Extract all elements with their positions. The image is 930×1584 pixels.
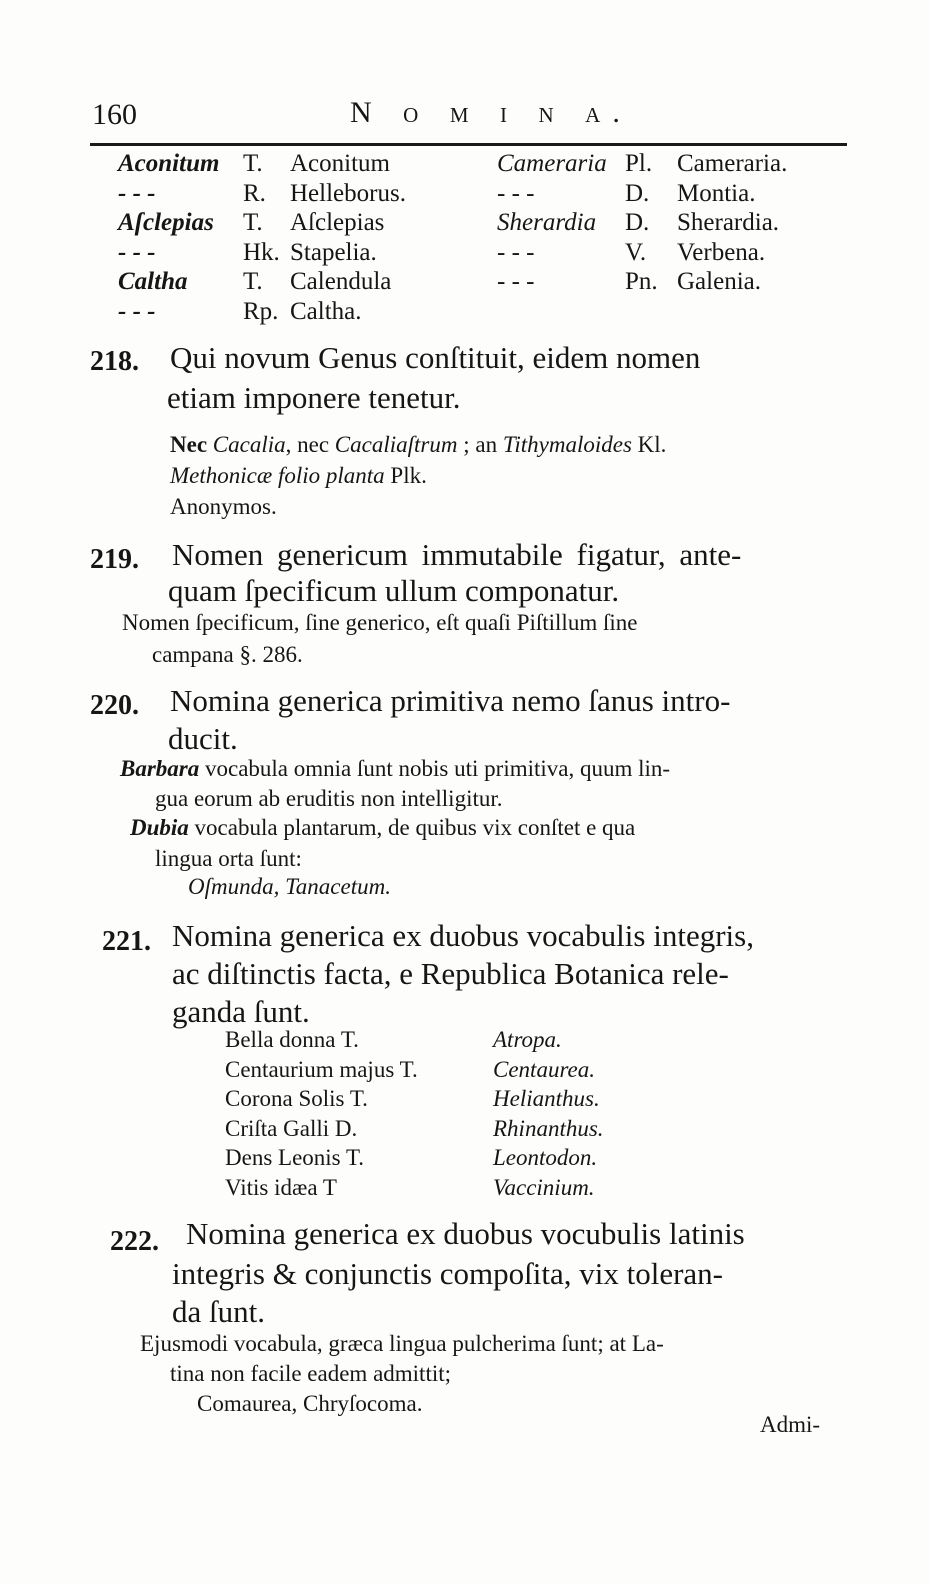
note-text: Cacalia xyxy=(212,432,286,457)
note-line xyxy=(130,815,635,841)
section-number: 220. xyxy=(90,690,139,721)
author-abbrev: V. xyxy=(625,238,647,266)
synonym-name: Verbena. xyxy=(677,238,766,266)
author-abbrev: Pl. xyxy=(625,150,653,177)
genus-name: Sherardia xyxy=(497,209,597,236)
rule-text: Nomen genericum immutabile figatur, ante- xyxy=(172,537,742,572)
note-text: tina non facile eadem admittit; xyxy=(170,1361,452,1386)
header-rule xyxy=(90,143,847,146)
note-text: Comaurea xyxy=(197,1391,292,1416)
genus-name: - - - xyxy=(118,179,156,207)
synonym-name: Helleborus. xyxy=(290,179,406,207)
note-text: gua eorum ab eruditis non intelligitur. xyxy=(155,786,503,811)
genus-name: - - - xyxy=(497,268,535,295)
synonym-name: Galenia. xyxy=(677,268,761,295)
genus-name: - - - xyxy=(497,238,535,266)
genus-name: - - - xyxy=(497,179,535,207)
note-text: Plk. xyxy=(384,463,427,488)
synonym-name: Cameraria. xyxy=(677,150,788,177)
synonym-name: Sherardia. xyxy=(677,209,780,236)
note-text: Oſmunda, Tanacetum. xyxy=(188,874,391,899)
section-number: 222. xyxy=(110,1226,159,1257)
rule-text: quam ſpecificum ullum componatur. xyxy=(168,573,620,608)
synonym-name: Caltha. xyxy=(290,297,362,325)
section-number: 219. xyxy=(90,544,139,575)
note-text: , nec xyxy=(285,432,335,457)
synonym-name: Montia. xyxy=(677,179,756,207)
note-text: lingua orta ſunt: xyxy=(155,846,302,871)
note-line xyxy=(170,463,427,489)
note-text: ; an xyxy=(457,432,503,457)
rule-text: Nomina generica ex duobus vocubulis latinis xyxy=(186,1216,745,1251)
genus-name: - - - xyxy=(118,297,156,325)
note-text: Nomen ſpecificum, ſine generico, eſt quaſi Piſtillum ſine xyxy=(122,610,638,635)
author-abbrev: D. xyxy=(625,179,650,207)
note-text: Tithymaloides xyxy=(502,432,632,457)
author-abbrev: Pn. xyxy=(625,268,658,295)
author-abbrev: T. xyxy=(243,268,263,295)
author-abbrev: Rp. xyxy=(243,297,279,325)
author-abbrev: T. xyxy=(243,150,263,177)
rule-text: ac diſtinctis facta, e Republica Botanica rele- xyxy=(172,956,729,991)
rule-text: etiam imponere tenetur. xyxy=(167,380,461,415)
note-text: Barbara xyxy=(120,756,200,781)
note-text: Anonymos. xyxy=(170,494,277,519)
synonym-name: Aſclepias xyxy=(290,209,385,236)
accepted-name: Rhinanthus. xyxy=(493,1115,604,1141)
section-number: 218. xyxy=(90,346,139,377)
author-abbrev: R. xyxy=(243,179,266,207)
genus-name: Caltha xyxy=(118,268,188,295)
page-number: 160 xyxy=(92,98,137,131)
catchword: Admi- xyxy=(760,1412,821,1437)
note-text: Chryſocoma. xyxy=(303,1391,423,1416)
rejected-name: Dens Leonis T. xyxy=(225,1145,365,1170)
note-text: vocabula plantarum, de quibus vix conſtet e qua xyxy=(188,815,636,840)
genus-name: Aſclepias xyxy=(118,209,214,236)
synonym-name: Stapelia. xyxy=(290,238,377,266)
rule-text: da ſunt. xyxy=(172,1294,265,1329)
synonym-name: Aconitum xyxy=(290,150,390,177)
rule-text: ducit. xyxy=(168,721,238,756)
rule-text: Nomina generica ex duobus vocabulis integris, xyxy=(172,918,754,953)
note-text: Dubia xyxy=(130,815,189,840)
running-title: N o m i n a. xyxy=(350,96,632,129)
rule-text: Qui novum Genus conſtituit, eidem nomen xyxy=(170,340,701,375)
synonym-name: Calendula xyxy=(290,268,392,295)
rule-text: Nomina generica primitiva nemo ſanus intro- xyxy=(170,683,731,718)
note-text: vocabula omnia ſunt nobis uti primitiva, quum lin- xyxy=(199,756,671,781)
accepted-name: Leontodon. xyxy=(493,1145,598,1170)
rule-text: integris & conjunctis compoſita, vix toleran- xyxy=(172,1256,723,1291)
accepted-name: Centaurea. xyxy=(493,1056,595,1082)
rejected-name: Corona Solis T. xyxy=(225,1086,368,1111)
author-abbrev: D. xyxy=(625,209,650,236)
genus-name: Cameraria xyxy=(497,150,607,177)
note-text: , xyxy=(291,1391,304,1416)
note-text: Cacaliaſtrum xyxy=(334,432,458,457)
note-text: Methonicæ folio planta xyxy=(170,463,385,488)
rejected-name: Bella donna T. xyxy=(225,1027,359,1052)
author-abbrev: T. xyxy=(243,209,263,236)
note-line xyxy=(197,1391,422,1417)
accepted-name: Helianthus. xyxy=(493,1086,600,1111)
note-line xyxy=(170,432,666,458)
rejected-name: Vitis idæa T xyxy=(225,1174,337,1200)
genus-name: - - - xyxy=(118,238,156,266)
author-abbrev: Hk. xyxy=(243,238,280,266)
genus-name: Aconitum xyxy=(118,150,220,177)
rejected-name: Criſta Galli D. xyxy=(225,1115,358,1141)
note-text: Ejusmodi vocabula, græca lingua pulcherima ſunt; at La- xyxy=(140,1331,664,1356)
accepted-name: Vaccinium. xyxy=(493,1174,595,1200)
note-line xyxy=(120,756,670,782)
note-text: Kl. xyxy=(631,432,667,457)
accepted-name: Atropa. xyxy=(493,1027,562,1052)
note-text: campana §. 286. xyxy=(152,642,303,667)
rejected-name: Centaurium majus T. xyxy=(225,1056,418,1082)
note-text: Nec xyxy=(170,432,213,457)
rule-text: ganda ſunt. xyxy=(172,994,310,1029)
section-number: 221. xyxy=(102,926,151,957)
